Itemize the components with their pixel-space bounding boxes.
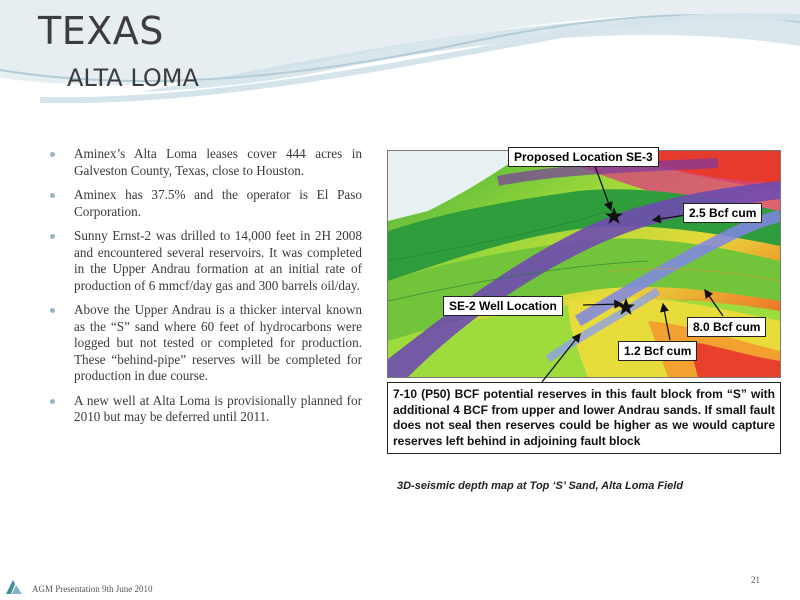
bcf-12-label: 1.2 Bcf cum <box>618 341 697 361</box>
bullet-item <box>48 393 362 426</box>
bullet-list <box>48 146 362 434</box>
bullet-icon <box>50 399 55 404</box>
footer-presentation-text: AGM Presentation 9th June 2010 <box>32 584 153 594</box>
bullet-icon <box>50 152 55 157</box>
bcf-80-label: 8.0 Bcf cum <box>687 317 766 337</box>
map-caption: 3D-seismic depth map at Top ‘S’ Sand, Alta Loma Field <box>397 480 684 492</box>
bullet-text: Sunny Ernst-2 was drilled to 14,000 feet in 2H 2008 and encountered several reservoirs. It was completed in the Upper Andrau formation at an initial rate of production of 6 mmcf/day gas and 300 barrels oil/day. <box>74 228 362 293</box>
seismic-depth-map <box>387 150 781 378</box>
bullet-text: Above the Upper Andrau is a thicker interval known as the “S” sand where 60 feet of hydrocarbons were logged but not tested or completed for production. These “behind-pipe” reserves will be completed for production in due course. <box>74 302 362 383</box>
proposed-location-label: Proposed Location SE-3 <box>508 147 659 167</box>
seismic-map-image <box>388 151 780 377</box>
bullet-icon <box>50 193 55 198</box>
bullet-item <box>48 146 362 179</box>
bullet-text: Aminex’s Alta Loma leases cover 444 acres in Galveston County, Texas, close to Houston. <box>74 146 362 178</box>
page-number: 21 <box>751 575 760 585</box>
bullet-text: A new well at Alta Loma is provisionally planned for 2010 but may be deferred until 2011. <box>74 392 362 424</box>
slide-subtitle: ALTA LOMA <box>67 64 199 92</box>
bullet-icon <box>50 308 55 313</box>
bullet-item <box>48 302 362 385</box>
bcf-25-label: 2.5 Bcf cum <box>683 203 762 223</box>
reserves-note: 7-10 (P50) BCF potential reserves in this fault block from “S” with additional 4 BCF from upper and lower Andrau sands. If small fault does not seal then reserves could be higher as we would capture reserves left behind in adjoining fault block <box>387 382 781 454</box>
slide-title: TEXAS <box>38 9 164 53</box>
bullet-item <box>48 187 362 220</box>
se2-well-label: SE-2 Well Location <box>443 296 563 316</box>
bullet-item <box>48 228 362 294</box>
bullet-text: Aminex has 37.5% and the operator is El Paso Corporation. <box>74 187 362 219</box>
company-logo-icon <box>4 578 24 596</box>
bullet-icon <box>50 234 55 239</box>
